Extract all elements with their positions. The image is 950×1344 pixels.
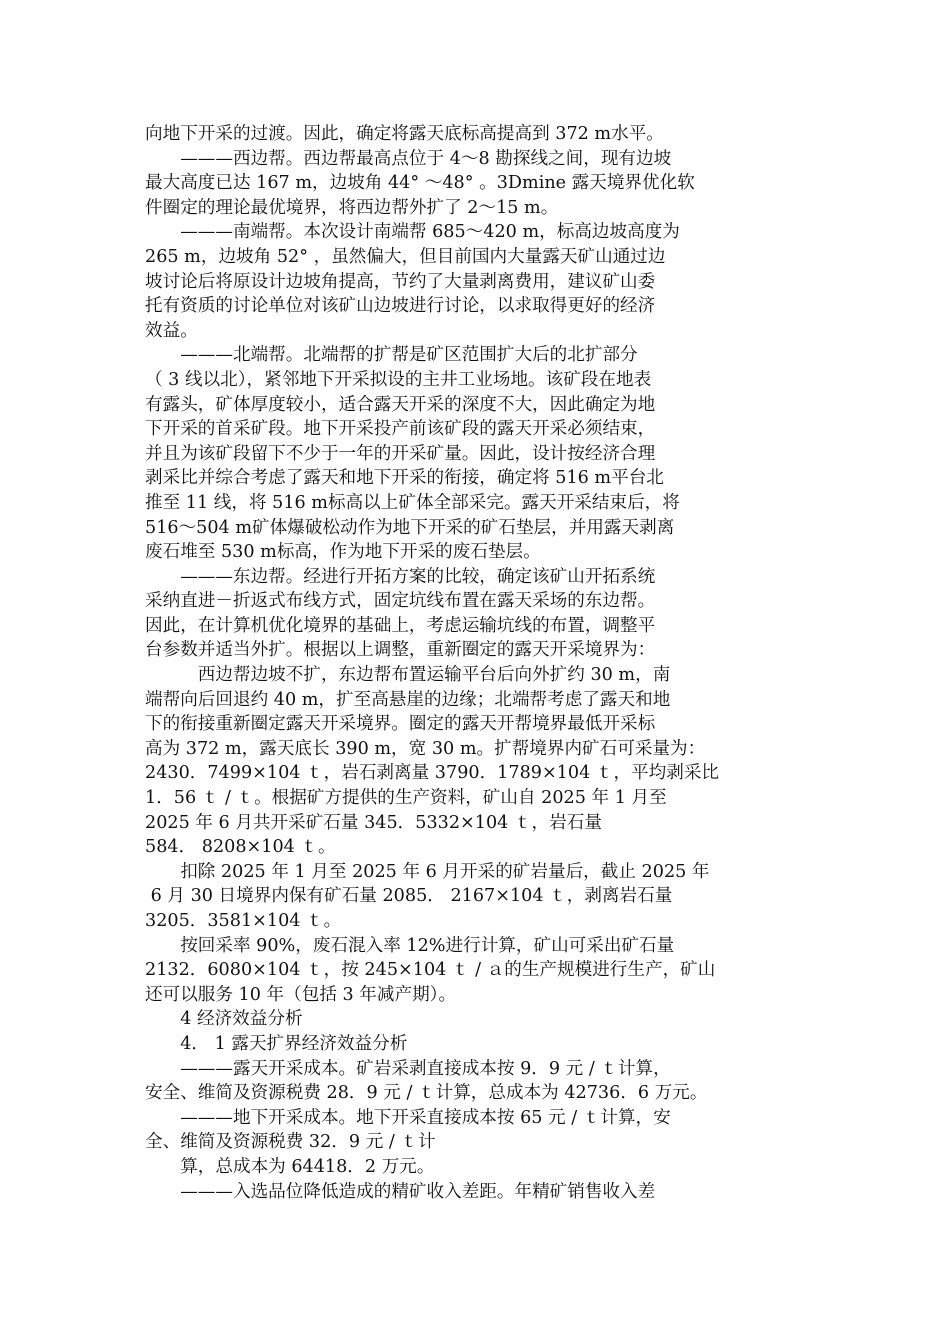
document-body [145,122,810,1204]
text-line: 516～504 m矿体爆破松动作为地下开采的矿石垫层，并用露天剥离 [145,517,675,538]
text-line: 安全、维简及资源税费 28．9 元 / ｔ计算，总成本为 42736．6 万元。 [145,1083,708,1104]
text-line: 因此，在计算机优化境界的基础上，考虑运输坑线的布置，调整平 [145,615,656,636]
text-line: 全、维简及资源税费 32．9 元 / ｔ计 [145,1132,436,1153]
text-line: 并且为该矿段留下不少于一年的开采矿量。因此，设计按经济合理 [145,443,656,464]
text-line: 2430．7499×104 ｔ，岩石剥离量 3790．1789×104 ｔ，平均剥采比 [145,763,720,784]
text-line: 按回采率 90%，废石混入率 12%进行计算，矿山可采出矿石量 [145,935,675,956]
text-line: 2025 年 6 月共开采矿石量 345．5332×104 ｔ，岩石量 [145,812,602,833]
text-line: 效益。 [145,320,198,341]
text-line: 剥采比并综合考虑了露天和地下开采的衔接，确定将 516 m平台北 [145,468,664,489]
text-line: 高为 372 m，露天底长 390 m，宽 30 m。扩帮境界内矿石可采量为： [145,738,706,759]
text-line: 坡讨论后将原设计边坡角提高，节约了大量剥离费用，建议矿山委 [145,271,656,292]
text-line: ———南端帮。本次设计南端帮 685～420 m，标高边坡高度为 [145,222,680,243]
text-line: 有露头，矿体厚度较小，适合露天开采的深度不大，因此确定为地 [145,394,656,415]
text-line: ———东边帮。经进行开拓方案的比较，确定该矿山开拓系统 [145,566,656,587]
text-line: ———北端帮。北端帮的扩帮是矿区范围扩大后的北扩部分 [145,345,638,366]
text-line: （ 3 线以北），紧邻地下开采拟设的主井工业场地。该矿段在地表 [145,369,652,390]
text-line: 1．56 ｔ / ｔ。根据矿方提供的生产资料，矿山自 2025 年 1 月至 [145,788,667,809]
text-line: 端帮向后回退约 40 m，扩至高悬崖的边缘；北端帮考虑了露天和地 [145,689,671,710]
text-line: 件圈定的理论最优境界，将西边帮外扩了 2～15 m。 [145,197,559,218]
text-line: 265 m，边坡角 52° ，虽然偏大，但目前国内大量露天矿山通过边 [145,246,666,267]
text-line: ———露天开采成本。矿岩采剥直接成本按 9．9 元 / ｔ计算， [145,1058,671,1079]
text-line: 3205．3581×104 ｔ。 [145,911,342,931]
text-line: 还可以服务 10 年（包括 3 年减产期）。 [145,984,457,1005]
text-line: ———西边帮。西边帮最高点位于 4～8 勘探线之间，现有边坡 [145,148,672,169]
text-line: 台参数并适当外扩。根据以上调整，重新圈定的露天开采境界为： [145,640,656,661]
text-line: 2132．6080×104 ｔ，按 245×104 ｔ / ａ的生产规模进行生产，矿山 [145,960,716,981]
text-line: 6 月 30 日境界内保有矿石量 2085． 2167×104 ｔ，剥离岩石量 [145,886,673,907]
text-line: ———入选品位降低造成的精矿收入差距。年精矿销售收入差 [145,1181,656,1202]
text-line: 废石堆至 530 m标高，作为地下开采的废石垫层。 [145,542,541,563]
text-line: 托有资质的讨论单位对该矿山边坡进行讨论，以求取得更好的经济 [145,296,656,317]
subsection-heading: 4． 1 露天扩界经济效益分析 [145,1033,408,1054]
text-line: 西边帮边坡不扩，东边帮布置运输平台后向外扩约 30 m，南 [145,665,671,686]
text-line: 推至 11 线，将 516 m标高以上矿体全部采完。露天开采结束后，将 [145,492,680,513]
text-line: ———地下开采成本。地下开采直接成本按 65 元 / ｔ计算，安 [145,1107,671,1128]
section-heading: 4 经济效益分析 [145,1009,303,1030]
text-line: 向地下开采的过渡。因此，确定将露天底标高提高到 372 m水平。 [145,124,664,144]
text-line: 采纳直进－折返式布线方式，固定坑线布置在露天采场的东边帮。 [145,591,656,612]
text-line: 扣除 2025 年 1 月至 2025 年 6 月开采的矿岩量后，截止 2025 年 [145,861,710,882]
text-line: 下开采的首采矿段。地下开采投产前该矿段的露天开采必须结束， [145,419,656,440]
text-line: 算，总成本为 64418．2 万元。 [145,1156,435,1177]
text-line: 最大高度已达 167 m，边坡角 44° ～48° 。3Dmine 露天境界优化软 [145,173,695,194]
text-line: 下的衔接重新圈定露天开采境界。圈定的露天开帮境界最低开采标 [145,714,656,735]
text-line: 584． 8208×104 ｔ。 [145,837,336,858]
